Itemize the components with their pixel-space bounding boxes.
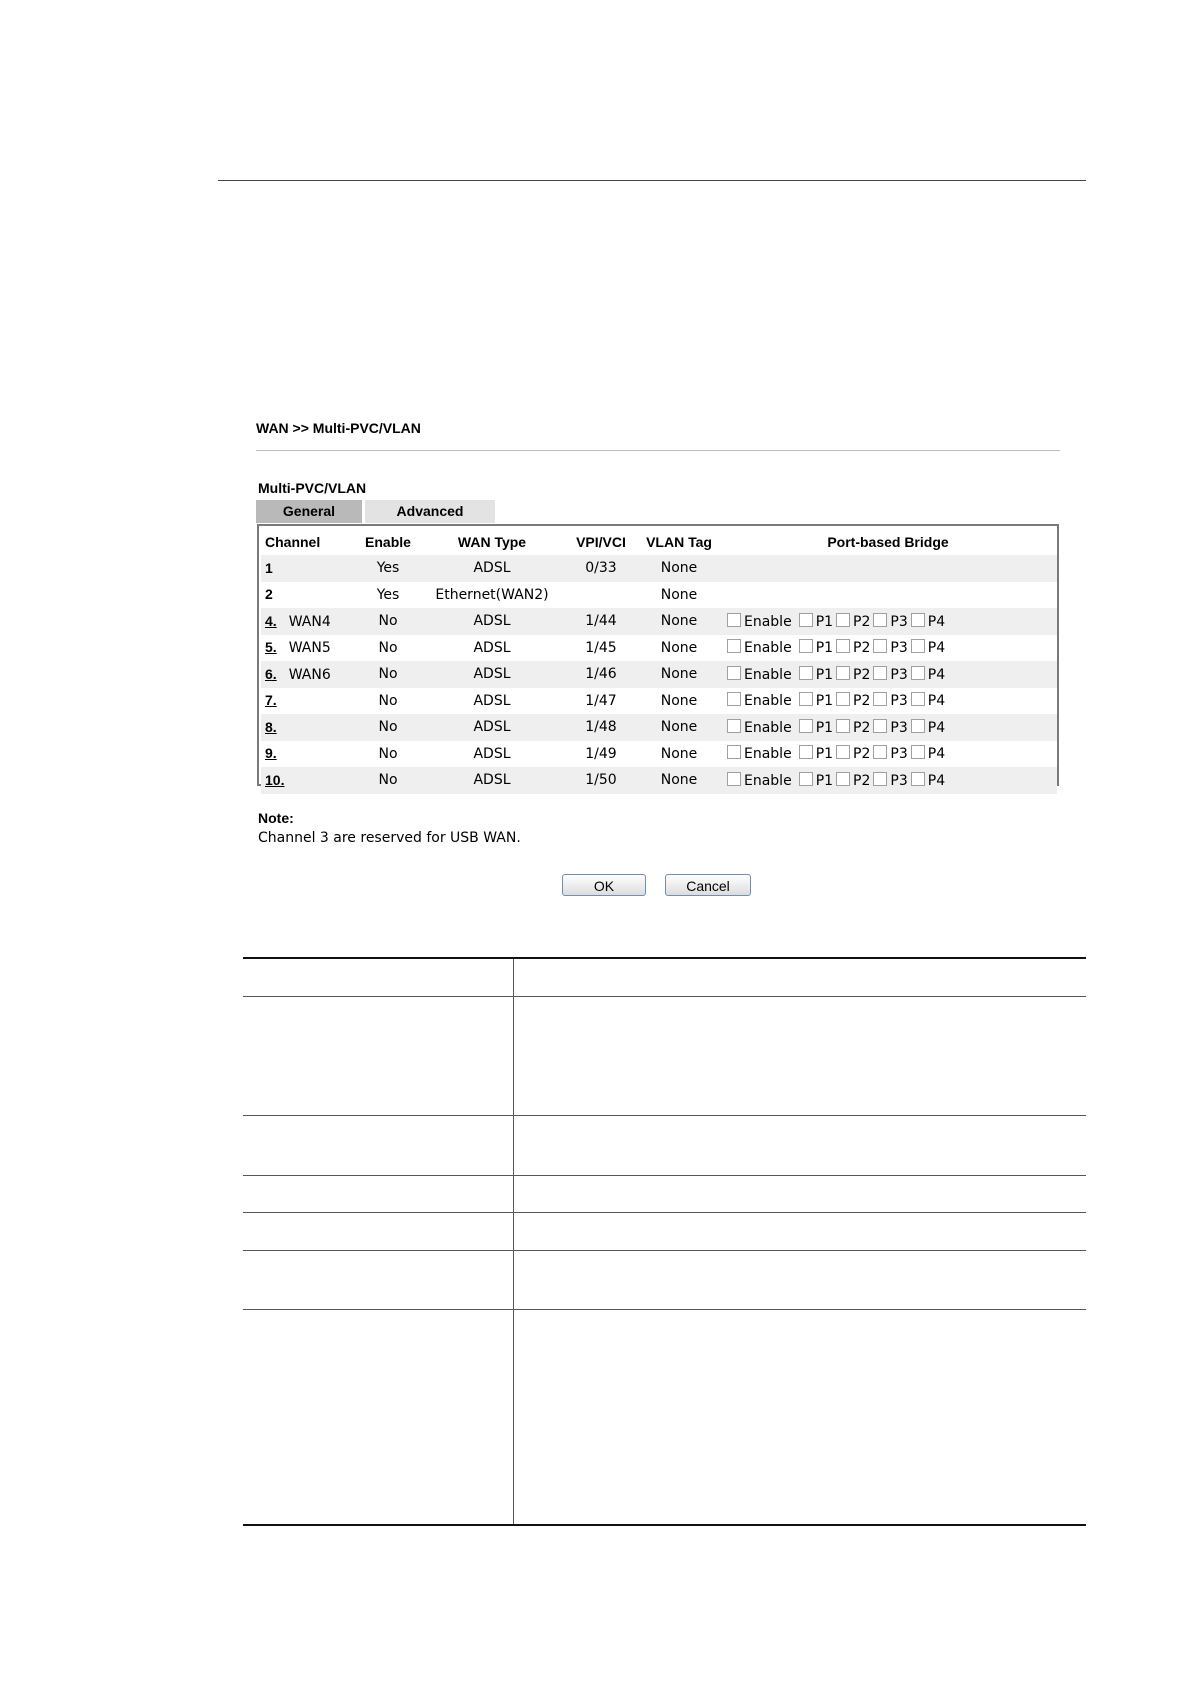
- cell-wan-type: ADSL: [473, 639, 511, 656]
- bridge-enable-checkbox[interactable]: [727, 745, 741, 759]
- bridge-p1-checkbox[interactable]: [799, 666, 813, 680]
- bridge-p4-checkbox[interactable]: [911, 639, 925, 653]
- header-port-based-bridge: Port-based Bridge: [827, 534, 949, 550]
- table-row: [261, 688, 1057, 715]
- cell-wan-type: Ethernet(WAN2): [435, 586, 549, 603]
- cell-channel: [261, 635, 355, 662]
- table-row: [261, 767, 1057, 794]
- bridge-option-p4: [911, 772, 945, 789]
- channel-number-link[interactable]: 9.: [265, 745, 277, 762]
- bridge-p1-checkbox[interactable]: [799, 719, 813, 733]
- multi-pvc-table: [261, 529, 1057, 794]
- bridge-p3-checkbox[interactable]: [873, 613, 887, 627]
- cell-port-based-bridge: [719, 741, 1057, 768]
- channel-number-link[interactable]: 4.: [265, 612, 277, 629]
- bridge-p3-label: P3: [890, 719, 908, 736]
- cell-vpi-vci: [563, 582, 639, 609]
- cell-wan-type: ADSL: [421, 661, 563, 688]
- table-row: [261, 555, 1057, 582]
- breadcrumb: WAN >> Multi-PVC/VLAN: [256, 420, 421, 436]
- breadcrumb-divider: [256, 450, 1060, 451]
- bridge-enable-checkbox[interactable]: [727, 666, 741, 680]
- bridge-option-enable: [727, 692, 792, 709]
- table-row: [243, 1213, 1086, 1250]
- bridge-enable-label: Enable: [744, 640, 792, 657]
- bridge-option-p3: [873, 745, 907, 762]
- ok-button[interactable]: OK: [562, 874, 646, 896]
- cell-wan-type: ADSL: [421, 714, 563, 741]
- bridge-p3-label: P3: [890, 666, 908, 683]
- bridge-option-p3: [873, 719, 907, 736]
- bridge-p1-checkbox[interactable]: [799, 745, 813, 759]
- cell-port-based-bridge: [719, 688, 1057, 715]
- bridge-p3-checkbox[interactable]: [873, 666, 887, 680]
- cell-vpi-vci: 1/50: [563, 767, 639, 794]
- bridge-p2-label: P2: [853, 613, 871, 630]
- bridge-option-p3: [873, 772, 907, 789]
- bridge-p1-label: P1: [815, 640, 834, 657]
- bridge-option-p2: [836, 745, 870, 762]
- bridge-option-enable: [727, 772, 792, 789]
- cell-enable: No: [378, 692, 398, 709]
- cell-vpi-vci: 1/45: [585, 639, 617, 656]
- bridge-p1-checkbox[interactable]: [799, 692, 813, 706]
- cell-vpi-vci: 0/33: [563, 555, 639, 582]
- table-row: [261, 741, 1057, 768]
- header-channel: Channel: [265, 534, 321, 550]
- bridge-p2-checkbox[interactable]: [836, 613, 850, 627]
- bridge-option-p2: [836, 639, 870, 656]
- note-title: Note:: [258, 810, 294, 826]
- bridge-p2-checkbox[interactable]: [836, 692, 850, 706]
- cell-port-based-bridge: [719, 767, 1057, 794]
- bridge-p2-checkbox[interactable]: [836, 772, 850, 786]
- bridge-enable-label: Enable: [744, 719, 792, 736]
- cell-channel: [261, 688, 355, 715]
- bridge-option-p1: [799, 719, 833, 736]
- bridge-option-p3: [873, 639, 907, 656]
- bridge-p3-checkbox[interactable]: [873, 745, 887, 759]
- bridge-p2-checkbox[interactable]: [836, 745, 850, 759]
- bridge-option-p1: [799, 639, 833, 656]
- bridge-enable-label: Enable: [744, 772, 792, 789]
- table-row: [243, 1309, 1086, 1525]
- channel-number-link[interactable]: 6.: [265, 665, 277, 682]
- channel-name: WAN4: [288, 613, 331, 630]
- table-row: [261, 661, 1057, 688]
- cell-vlan-tag: None: [660, 639, 698, 656]
- cell-vpi-vci: 1/49: [585, 745, 617, 762]
- bridge-p3-checkbox[interactable]: [873, 719, 887, 733]
- note-text: Channel 3 are reserved for USB WAN.: [258, 830, 521, 846]
- channel-name: WAN6: [288, 666, 331, 683]
- tab-advanced[interactable]: Advanced: [365, 500, 495, 523]
- bridge-option-p1: [799, 745, 833, 762]
- cell-vpi-vci: 1/44: [563, 608, 639, 635]
- bridge-option-p2: [836, 692, 870, 709]
- bridge-option-p4: [911, 745, 945, 762]
- cell-channel: [261, 608, 355, 635]
- bridge-p2-label: P2: [853, 772, 871, 789]
- channel-number-link[interactable]: 5.: [265, 639, 277, 656]
- cell-enable: No: [355, 661, 421, 688]
- header-vpi-vci: VPI/VCI: [576, 534, 626, 550]
- bridge-p4-checkbox[interactable]: [911, 666, 925, 680]
- cancel-button[interactable]: Cancel: [665, 874, 751, 896]
- bridge-p2-checkbox[interactable]: [836, 719, 850, 733]
- bridge-option-enable: [727, 613, 792, 630]
- bridge-enable-checkbox[interactable]: [727, 692, 741, 706]
- cell-wan-type: ADSL: [473, 692, 511, 709]
- header-wan-type: WAN Type: [457, 534, 527, 550]
- cell-port-based-bridge: [719, 555, 1057, 582]
- bridge-option-p3: [873, 666, 907, 683]
- bridge-option-p2: [836, 666, 870, 683]
- table-row: [243, 1176, 1086, 1213]
- cell-port-based-bridge: [719, 635, 1057, 662]
- bridge-p4-checkbox[interactable]: [911, 719, 925, 733]
- cell-channel: [261, 661, 355, 688]
- bridge-option-p4: [911, 666, 945, 683]
- bridge-option-enable: [727, 719, 792, 736]
- bridge-p3-label: P3: [890, 772, 908, 789]
- cell-vpi-vci: 1/48: [563, 714, 639, 741]
- cell-port-based-bridge: [719, 714, 1057, 741]
- cell-channel: [261, 714, 355, 741]
- cell-port-based-bridge: [719, 608, 1057, 635]
- bridge-option-p2: [836, 719, 870, 736]
- channel-name: WAN5: [288, 640, 331, 657]
- cell-enable: No: [355, 608, 421, 635]
- bridge-p3-label: P3: [890, 613, 908, 630]
- bridge-p3-label: P3: [890, 640, 908, 657]
- channel-number: 1: [265, 559, 273, 576]
- cell-vlan-tag: None: [660, 745, 698, 762]
- cell-enable: No: [378, 745, 398, 762]
- bridge-p2-label: P2: [853, 693, 871, 710]
- bridge-p2-label: P2: [853, 746, 871, 763]
- table-row: [261, 635, 1057, 662]
- cell-vlan-tag: None: [639, 767, 719, 794]
- bridge-p3-checkbox[interactable]: [873, 692, 887, 706]
- bridge-p4-label: P4: [927, 640, 946, 657]
- table-row: [243, 958, 1086, 996]
- bridge-enable-label: Enable: [744, 666, 792, 683]
- header-enable: Enable: [365, 534, 411, 550]
- description-table: [243, 957, 1086, 1526]
- bridge-p4-label: P4: [927, 772, 946, 789]
- bridge-p4-label: P4: [927, 613, 946, 630]
- cell-wan-type: ADSL: [421, 555, 563, 582]
- table-row: [261, 714, 1057, 741]
- bridge-option-p2: [836, 613, 870, 630]
- bridge-option-p4: [911, 719, 945, 736]
- bridge-option-p4: [911, 613, 945, 630]
- bridge-enable-label: Enable: [744, 746, 792, 763]
- bridge-option-enable: [727, 639, 792, 656]
- table-row: [261, 582, 1057, 609]
- table-row: [243, 1115, 1086, 1175]
- bridge-p1-checkbox[interactable]: [799, 772, 813, 786]
- cell-vlan-tag: None: [639, 555, 719, 582]
- bridge-option-p3: [873, 613, 907, 630]
- bridge-p3-label: P3: [890, 746, 908, 763]
- bridge-p4-checkbox[interactable]: [911, 745, 925, 759]
- bridge-p1-label: P1: [815, 719, 834, 736]
- cell-enable: Yes: [355, 555, 421, 582]
- bridge-enable-checkbox[interactable]: [727, 719, 741, 733]
- bridge-enable-label: Enable: [744, 693, 792, 710]
- channel-number: 2: [265, 586, 273, 603]
- bridge-p1-checkbox[interactable]: [799, 613, 813, 627]
- cell-port-based-bridge: [719, 661, 1057, 688]
- cell-wan-type: ADSL: [421, 608, 563, 635]
- page-top-rule: [218, 180, 1086, 181]
- bridge-option-p2: [836, 772, 870, 789]
- bridge-p4-label: P4: [927, 719, 946, 736]
- bridge-p2-label: P2: [853, 719, 871, 736]
- bridge-p3-checkbox[interactable]: [873, 772, 887, 786]
- bridge-enable-checkbox[interactable]: [727, 639, 741, 653]
- cell-vlan-tag: None: [660, 692, 698, 709]
- bridge-option-p1: [799, 692, 833, 709]
- bridge-p1-checkbox[interactable]: [799, 639, 813, 653]
- cell-port-based-bridge: [719, 582, 1057, 609]
- bridge-option-enable: [727, 745, 792, 762]
- bridge-p2-checkbox[interactable]: [836, 666, 850, 680]
- cell-wan-type: ADSL: [473, 745, 511, 762]
- bridge-p4-checkbox[interactable]: [911, 692, 925, 706]
- bridge-p4-label: P4: [927, 746, 946, 763]
- bridge-p4-label: P4: [927, 693, 946, 710]
- bridge-p2-label: P2: [853, 666, 871, 683]
- cell-enable: No: [355, 714, 421, 741]
- header-vlan-tag: VLAN Tag: [646, 534, 712, 550]
- cell-enable: Yes: [376, 586, 400, 603]
- cell-wan-type: ADSL: [421, 767, 563, 794]
- bridge-p1-label: P1: [815, 666, 834, 683]
- bridge-option-p3: [873, 692, 907, 709]
- channel-number-link[interactable]: 8.: [265, 718, 277, 735]
- bridge-p2-label: P2: [853, 640, 871, 657]
- channel-number-link[interactable]: 7.: [265, 692, 277, 709]
- bridge-p1-label: P1: [815, 613, 834, 630]
- table-row: [243, 1250, 1086, 1309]
- channel-number-link[interactable]: 10.: [265, 771, 285, 788]
- cell-channel: [261, 582, 355, 609]
- bridge-p4-checkbox[interactable]: [911, 613, 925, 627]
- table-header-row: [261, 529, 1057, 555]
- cell-channel: [261, 741, 355, 768]
- bridge-option-enable: [727, 666, 792, 683]
- tab-bar: [256, 500, 495, 523]
- cell-channel: [261, 767, 355, 794]
- bridge-option-p1: [799, 772, 833, 789]
- cell-vpi-vci: 1/47: [585, 692, 617, 709]
- tab-general[interactable]: General: [256, 500, 362, 523]
- bridge-p2-checkbox[interactable]: [836, 639, 850, 653]
- bridge-p1-label: P1: [815, 693, 834, 710]
- cell-enable: No: [355, 767, 421, 794]
- bridge-p3-checkbox[interactable]: [873, 639, 887, 653]
- bridge-p4-label: P4: [927, 666, 946, 683]
- cell-vlan-tag: None: [639, 608, 719, 635]
- multi-pvc-table-box: [257, 524, 1059, 789]
- table-row: [261, 608, 1057, 635]
- bridge-enable-label: Enable: [744, 613, 792, 630]
- cell-enable: No: [378, 639, 398, 656]
- bridge-enable-checkbox[interactable]: [727, 772, 741, 786]
- cell-vlan-tag: None: [639, 661, 719, 688]
- bridge-enable-checkbox[interactable]: [727, 613, 741, 627]
- bridge-p1-label: P1: [815, 772, 834, 789]
- section-title: Multi-PVC/VLAN: [258, 480, 367, 496]
- cell-vlan-tag: None: [639, 714, 719, 741]
- cell-channel: [261, 555, 355, 582]
- bridge-option-p4: [911, 639, 945, 656]
- cell-vlan-tag: None: [660, 586, 698, 603]
- bridge-p3-label: P3: [890, 693, 908, 710]
- bridge-option-p4: [911, 692, 945, 709]
- bridge-p1-label: P1: [815, 746, 834, 763]
- table-row: [243, 996, 1086, 1115]
- cell-vpi-vci: 1/46: [563, 661, 639, 688]
- bridge-option-p1: [799, 613, 833, 630]
- bridge-p4-checkbox[interactable]: [911, 772, 925, 786]
- bridge-option-p1: [799, 666, 833, 683]
